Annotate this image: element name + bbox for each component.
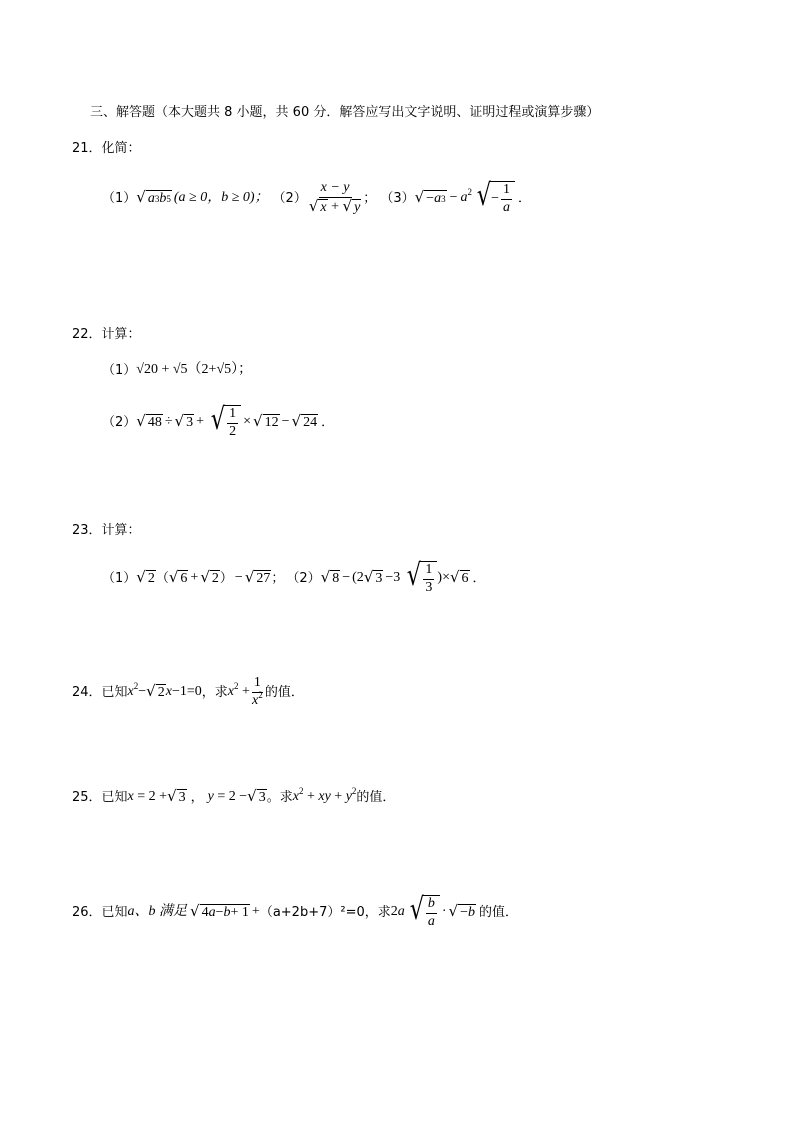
q22-title: 22．计算：	[72, 327, 141, 342]
q22-part1	[102, 360, 252, 380]
q22-p2-label: （2）	[102, 414, 137, 430]
q21-title: 21．化简：	[72, 141, 141, 156]
q25: 25．已知 x = 2 + √ 3 ， y = 2 − √ 3 。求 $x^2$ + xy + $y^2$ 的值．	[72, 786, 396, 805]
q26-prefix: 26．已知	[72, 904, 128, 920]
q22-p2-rhalf: √ $\frac{1}{2}$	[206, 405, 241, 439]
q26: 26．已知 a、b 满足 √ 4 a − b + 1 + （a+2b+7）²=0，求 2a √ $\frac{b}{a}$ · √ − b 的值．	[72, 891, 519, 929]
q22-p1-label: （1）	[102, 362, 137, 378]
q24-suffix: 的值．	[264, 684, 304, 700]
q21-p3-label: （3）	[380, 190, 415, 206]
q26-cond: a、b 满足	[127, 904, 188, 919]
q23-p2-label: （2）	[286, 570, 321, 586]
q21-p1-condition: (a ≥ 0，b ≥ 0)；	[173, 190, 269, 205]
q21-p2-sep: ；	[363, 190, 377, 206]
q24: 24．已知 $x^2-$ √ 2 x−1=0 ，求 $x^2$ + $\frac{1}{x^2}$ 的值．	[72, 674, 304, 708]
section-header: 三、解答题（本大题共 8 小题，共 60 分．解答应写出文字说明、证明过程或演算步骤）	[90, 105, 600, 120]
q24-mid: ，求	[201, 684, 228, 700]
q23-title: 23．计算：	[72, 523, 141, 538]
q22-p1-expression: √20 + √5（2+√5）；	[136, 362, 253, 377]
q21-p3-minus: −	[449, 190, 458, 205]
q26-mid: （a+2b+7）²=0，求	[259, 904, 391, 920]
q23-p1-label: （1）	[102, 570, 137, 586]
q21-p3-radical1: √ − a 3	[414, 188, 446, 206]
q22-p2-r48: √ 48	[136, 412, 162, 430]
q21-p1-radical: √ a 3 b 5	[136, 188, 171, 206]
q21-p2-label: （2）	[272, 190, 307, 206]
q23-parts: （1） √ 2 （ √ 6 + √ 2 ） − √ 27 ； （2） √ 8 − (2 √ 3 −3 √ $\frac{1}{3}$ )× √ 6 ．	[102, 557, 486, 595]
q21-p3-radical2: √ − $\frac{1}{a}$	[472, 181, 515, 215]
q24-prefix: 24．已知	[72, 684, 128, 700]
q22-part2: （2） √ 48 ÷ √ 3 + √ $\frac{1}{2}$ × √ 12 − √ 24 ．	[102, 401, 335, 439]
q23-end: ．	[472, 570, 486, 586]
q25-sep: ，	[190, 789, 204, 805]
q25-mid: 。求	[266, 789, 293, 805]
q21-p3-coef: $a^2$	[460, 187, 472, 205]
q21-end: ．	[518, 190, 532, 206]
q25-suffix: 的值．	[356, 789, 396, 805]
q22-end: ．	[321, 414, 335, 430]
q26-suffix: 的值．	[479, 904, 519, 920]
q23-sep: ；	[271, 570, 285, 586]
q21-p2-fraction: x − y √ x + √ y	[308, 179, 361, 215]
q25-prefix: 25．已知	[72, 789, 128, 805]
q21-p1-label: （1）	[102, 190, 137, 206]
q21-parts	[102, 178, 531, 218]
